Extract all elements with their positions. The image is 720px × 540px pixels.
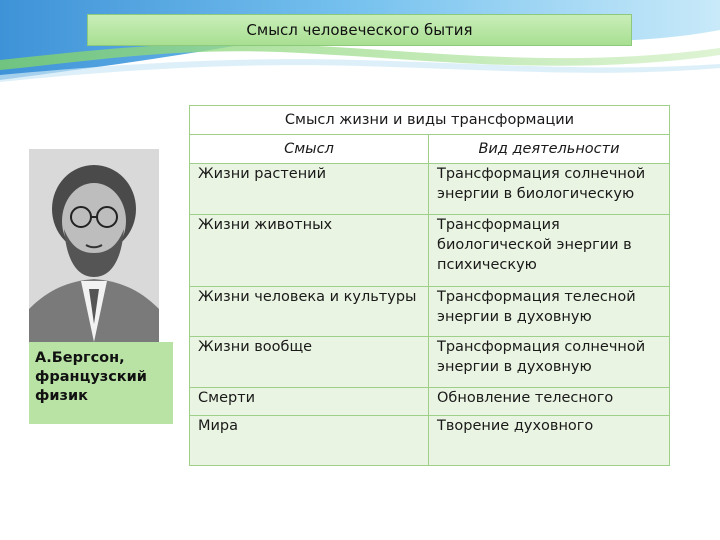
table-row bbox=[190, 164, 670, 215]
sense-cell: Жизни человека и культуры bbox=[190, 287, 429, 337]
portrait-caption: А.Бергсон, французский физик bbox=[29, 342, 173, 424]
portrait-photo bbox=[29, 149, 159, 342]
sense-cell: Мира bbox=[190, 416, 429, 466]
activity-cell: Творение духовного bbox=[429, 416, 670, 466]
table-row bbox=[190, 215, 670, 287]
activity-cell: Обновление телесного bbox=[429, 388, 670, 416]
meaning-table bbox=[189, 105, 670, 466]
sense-cell: Жизни животных bbox=[190, 215, 429, 287]
sense-cell: Смерти bbox=[190, 388, 429, 416]
table-row bbox=[190, 388, 670, 416]
slide-title: Смысл человеческого бытия bbox=[87, 14, 632, 46]
activity-cell: Трансформация биологической энергии в психическую bbox=[429, 215, 670, 287]
table-row bbox=[190, 337, 670, 388]
activity-cell: Трансформация солнечной энергии в духовную bbox=[429, 337, 670, 388]
column-header-sense: Смысл bbox=[190, 135, 429, 164]
table-row bbox=[190, 416, 670, 466]
table-row bbox=[190, 287, 670, 337]
column-header-activity: Вид деятельности bbox=[429, 135, 670, 164]
table-title: Смысл жизни и виды трансформации bbox=[190, 106, 670, 135]
sense-cell: Жизни растений bbox=[190, 164, 429, 215]
activity-cell: Трансформация телесной энергии в духовную bbox=[429, 287, 670, 337]
activity-cell: Трансформация солнечной энергии в биологическую bbox=[429, 164, 670, 215]
sense-cell: Жизни вообще bbox=[190, 337, 429, 388]
